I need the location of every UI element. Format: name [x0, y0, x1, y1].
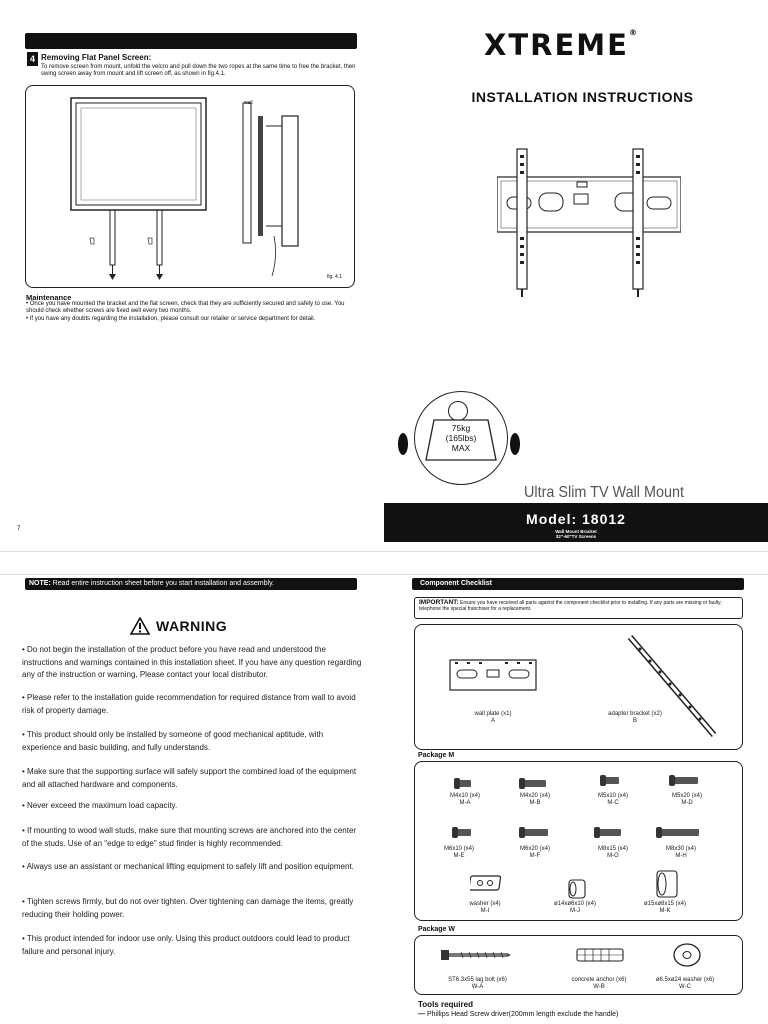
- maintenance-item: • Once you have mounted the bracket and the flat screen, check that they are sufficiently secured and safely to use. You should check whether screws are fixed well every two months.: [26, 301, 345, 314]
- weight-line: MAX: [451, 443, 471, 453]
- part-code: W-A: [471, 984, 484, 990]
- part-name: M4x20 (x4): [519, 793, 550, 799]
- part-code: M-G: [607, 853, 619, 859]
- part-name: M5x10 (x4): [597, 793, 628, 799]
- warning-heading: [130, 616, 227, 636]
- important-box: [414, 597, 743, 619]
- warning-item: • Always use an assistant or mechanical lifting equipment to safely lift and position equipment.: [22, 862, 354, 871]
- screw-m-h-icon: [661, 829, 699, 836]
- spacer-small-icon: [565, 878, 589, 900]
- step-number-badge: 4: [27, 52, 38, 66]
- warning-triangle-icon: [130, 617, 150, 635]
- weight-knob: [448, 401, 468, 421]
- warning-item: • Please refer to the installation guide recommendation for required distance from wall to avoid risk of property damage.: [22, 693, 356, 715]
- important-text: Ensure you have received all parts against the component checklist prior to installing. If any parts are missing or faulty, telephone the special franchiser for a replacement.: [419, 600, 722, 612]
- maintenance-item: • If you have any doubts regarding the installation, please consult our retailer or service department for detail.: [26, 316, 316, 322]
- tool-text: Phillips Head Screw driver(200mm length exclude the handle): [426, 1011, 619, 1018]
- important-label: IMPORTANT:: [419, 599, 459, 606]
- part-name: ø14xø6x10 (x4): [553, 901, 596, 907]
- wall-plate-icon: [449, 659, 537, 691]
- screw-m-a-icon: [459, 780, 471, 787]
- part-name: M6x10 (x4): [443, 846, 474, 852]
- figure-caption: fig. 4.1: [327, 274, 343, 280]
- part-name: ø6.5xø24 washer (x6): [655, 977, 715, 983]
- checklist-header: Component Checklist: [412, 578, 744, 590]
- package-m-title: Package M: [418, 752, 455, 759]
- wall-label: wall: [244, 100, 253, 106]
- tools-title: Tools required: [418, 1000, 473, 1009]
- part-name: M8x30 (x4): [665, 846, 696, 852]
- model-label: Model: 18012: [526, 511, 626, 527]
- warning-title: WARNING: [156, 618, 228, 634]
- part-name: ø15xø8x15 (x4): [643, 901, 686, 907]
- part-code: M-B: [529, 800, 541, 806]
- warning-item: • Tighten screws firmly, but do not over tighten. Over tightening can damage the items, greatly reducing their holding power.: [22, 897, 354, 919]
- part-code: M-J: [570, 908, 580, 914]
- note-label: NOTE:: [29, 580, 51, 587]
- warning-item: • This product should only be installed by someone of good mechanical aptitude, with experience and basic building, and fully understands.: [22, 730, 324, 752]
- washer-plate-icon: [470, 874, 502, 892]
- brand-text: XTREME: [484, 28, 629, 62]
- screw-m-c-icon: [605, 777, 619, 784]
- page-divider: [0, 551, 768, 575]
- page-number: 7: [17, 526, 21, 532]
- part-name: M4x10 (x4): [449, 793, 480, 799]
- part-code: M-H: [675, 853, 687, 859]
- step-text: To remove screen from mount, unfold the velcro and pull down the two ropes at the same time to free the bracket, then swing screen away from mount and lift screen off, as shown in fig.4.1.: [41, 64, 356, 77]
- wall-mount-bracket-illustration: [497, 147, 681, 299]
- screw-m-b-icon: [524, 780, 546, 787]
- model-subtitle: Wall Mount Bracket: [555, 529, 597, 534]
- part-code: M-E: [453, 853, 465, 859]
- note-text: Read entire instruction sheet before you start installation and assembly.: [52, 580, 275, 587]
- part-code: M-A: [459, 800, 471, 806]
- figure-4-1: [25, 85, 355, 288]
- part-name: wall plate (x1): [474, 711, 512, 717]
- tv-removal-illustration: [26, 86, 354, 287]
- product-name: Ultra Slim TV Wall Mount: [524, 484, 685, 501]
- lag-bolt-icon: [441, 948, 511, 962]
- warning-item: • Do not begin the installation of the product before you have read and understood the instructions and warnings contained in this installation sheet. If you have any question regarding any of the instruction or warning, Please contact your local distributor.: [22, 645, 362, 679]
- part-code: W-B: [593, 984, 605, 990]
- part-code: M-F: [529, 853, 541, 859]
- important-line: [419, 600, 738, 612]
- part-code: M-C: [607, 800, 619, 806]
- part-code: W-C: [679, 984, 691, 990]
- warning-item: • Make sure that the supporting surface will safely support the combined load of the equipment and all attached hardware and components.: [22, 767, 357, 789]
- screw-m-f-icon: [524, 829, 548, 836]
- concrete-anchor-icon: [575, 946, 627, 964]
- part-code: M-K: [659, 908, 671, 914]
- model-bar: [384, 503, 768, 542]
- round-washer-icon: [672, 942, 702, 968]
- package-w-box: [414, 935, 743, 995]
- part-name: washer (x4): [469, 901, 501, 907]
- installation-heading: INSTALLATION INSTRUCTIONS: [471, 89, 694, 105]
- brand-logo: [484, 28, 639, 62]
- part-code: A: [490, 718, 495, 724]
- brand-registered-mark: ®: [628, 28, 639, 37]
- part-name: M5x20 (x4): [671, 793, 702, 799]
- main-parts-box: [414, 624, 743, 750]
- model-subtitle: 32"-60"TV Screens: [555, 534, 597, 539]
- tool-bullet: —: [418, 1011, 427, 1018]
- spacer-large-icon: [653, 869, 681, 899]
- package-w-title: Package W: [418, 926, 455, 933]
- left-black-dot: [398, 433, 408, 455]
- step-header-bar: [25, 33, 357, 49]
- screw-m-d-icon: [674, 777, 698, 784]
- warning-item: • If mounting to wood wall studs, make sure that mounting screws are anchored into the center of the studs. Use of an "edge to edge" stud finder is highly recommended.: [22, 826, 357, 848]
- screw-m-e-icon: [457, 829, 471, 836]
- part-code: B: [632, 718, 637, 724]
- part-name: M6x20 (x4): [519, 846, 550, 852]
- maintenance-title: Maintenance: [26, 293, 72, 302]
- part-name: adapter bracket (x2): [608, 711, 662, 717]
- step-title: Removing Flat Panel Screen:: [41, 53, 152, 62]
- package-m-box: [414, 761, 743, 921]
- screw-m-g-icon: [599, 829, 621, 836]
- right-black-dot: [510, 433, 520, 455]
- weight-line: 75kg: [451, 423, 471, 433]
- part-code: M-I: [480, 908, 490, 914]
- warning-item: • This product intended for indoor use only. Using this product outdoors could lead to product failure and personal injury.: [22, 934, 350, 956]
- weight-line: (165lbs): [445, 433, 477, 443]
- note-bar: [25, 578, 357, 590]
- tool-item: [418, 1011, 618, 1018]
- part-code: M-D: [681, 800, 693, 806]
- part-name: ST6.3x55 lag bolt (x6): [448, 977, 507, 983]
- part-name: M8x15 (x4): [597, 846, 628, 852]
- warning-item: • Never exceed the maximum load capacity.: [22, 801, 178, 810]
- part-name: concrete anchor (x6): [571, 977, 627, 983]
